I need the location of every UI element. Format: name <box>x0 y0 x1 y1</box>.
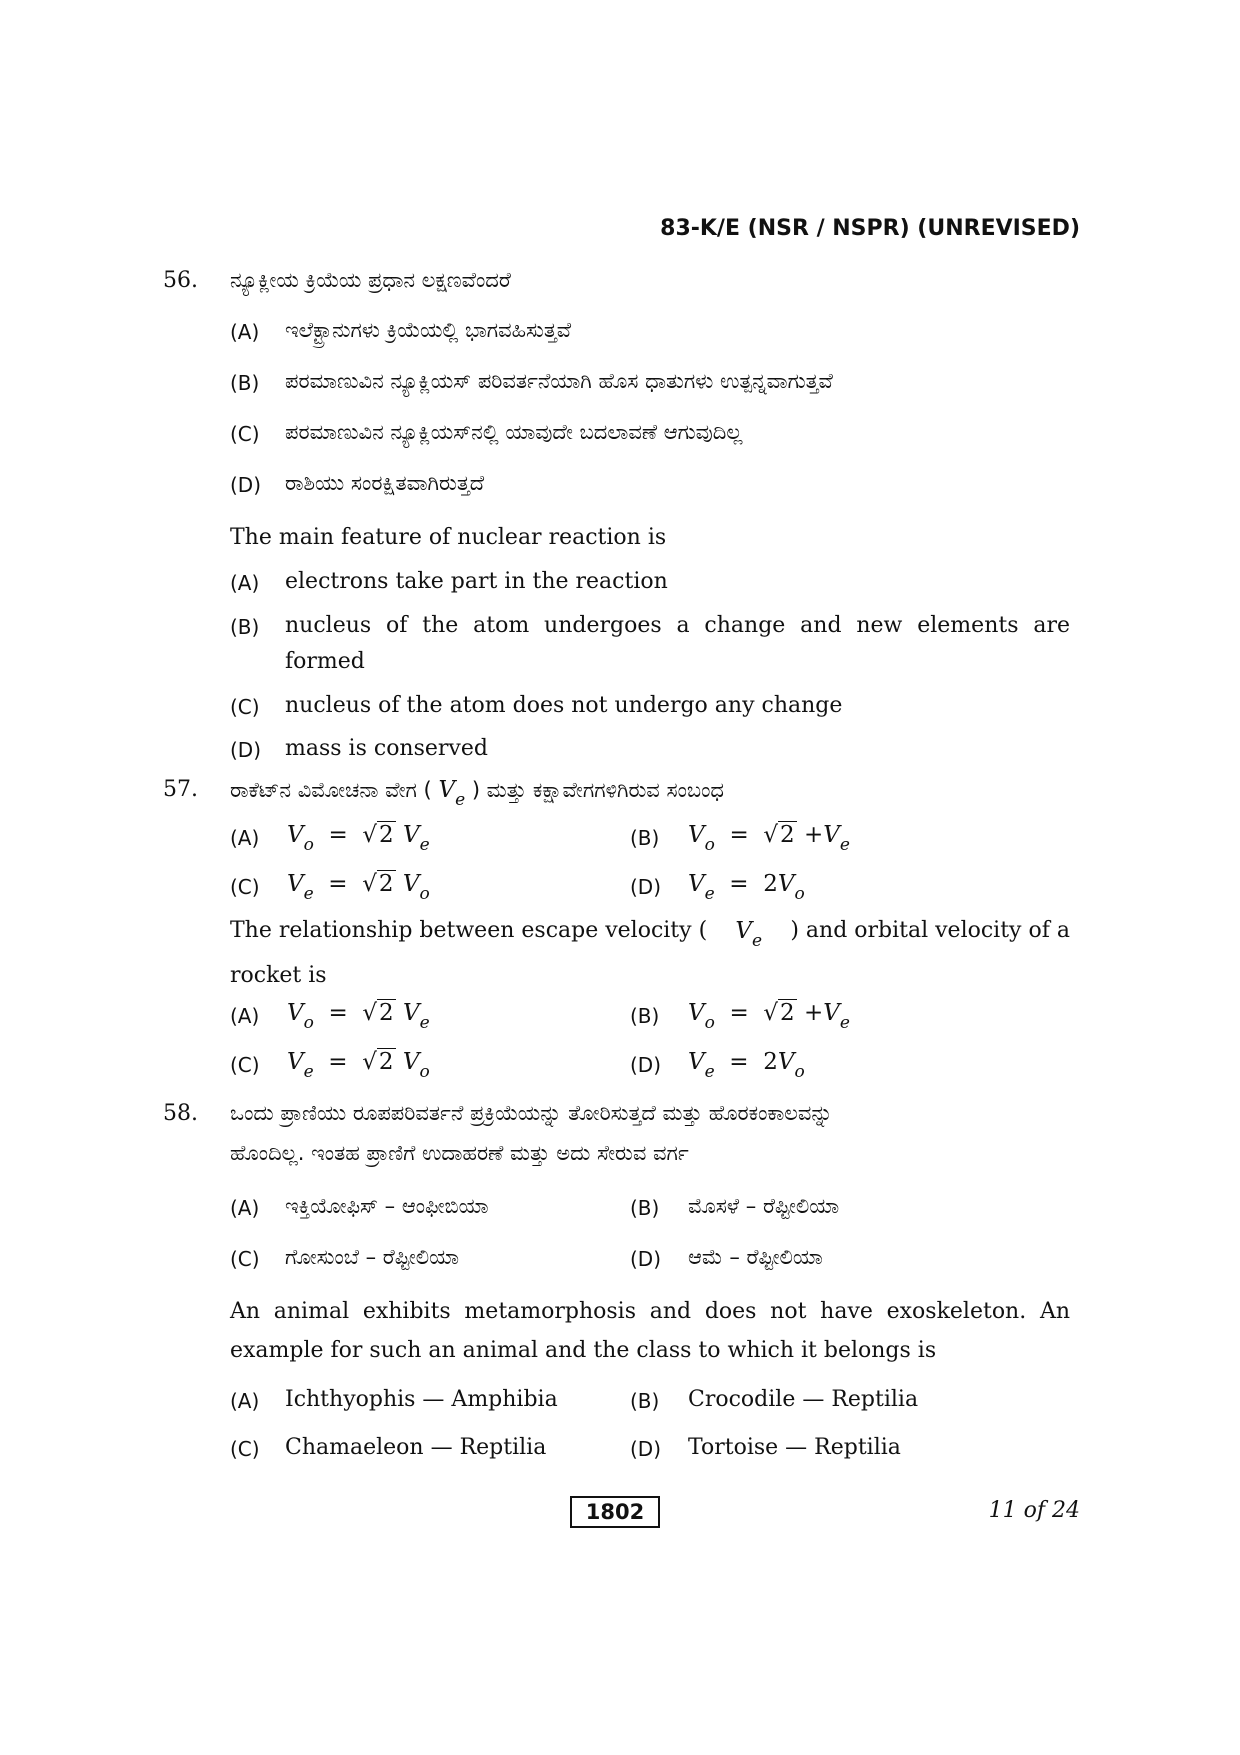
q56-en-option-c-label: (C) <box>230 695 260 719</box>
q58-en-option-b: Crocodile — Reptilia <box>688 1387 919 1412</box>
q57-en-option-b-formula: $V_o = √2 +V_e$ <box>688 1000 850 1033</box>
page-current: 11 <box>988 1498 1017 1523</box>
q57-kn-stem-post: ) ಮತ್ತು ಕಕ್ಷಾವೇಗಗಳಿಗಿರುವ ಸಂಬಂಧ <box>471 778 724 802</box>
escape-velocity-symbol: $V_e$ <box>438 777 466 810</box>
q57-kn-option-c-label: (C) <box>230 875 260 899</box>
q58-en-option-c-label: (C) <box>230 1437 260 1461</box>
q57-en-option-c-label: (C) <box>230 1053 260 1077</box>
q56-kn-option-c-label: (C) <box>230 422 260 446</box>
q56-kn-option-a: ಇಲೆಕ್ಟ್ರಾನುಗಳು ಕ್ರಿಯೆಯಲ್ಲಿ ಭಾಗವಹಿಸುತ್ತವೆ <box>285 318 572 342</box>
q57-kn-option-d-formula: $V_e = 2V_o$ <box>688 871 805 904</box>
q57-en-option-a-label: (A) <box>230 1004 260 1028</box>
q57-en-option-b-label: (B) <box>630 1004 660 1028</box>
q58-en-option-c: Chamaeleon — Reptilia <box>285 1435 547 1460</box>
q56-kn-option-d-label: (D) <box>230 473 262 497</box>
q58-kn-option-c-label: (C) <box>230 1247 260 1271</box>
q56-kn-option-a-label: (A) <box>230 320 260 344</box>
q58-kn-option-a: ಇಕ್ತಿಯೋಫಿಸ್ – ಆಂಫೀಬಿಯಾ <box>285 1194 489 1218</box>
q58-kannada-stem-line2: ಹೊಂದಿಲ್ಲ. ಇಂತಹ ಪ್ರಾಣಿಗೆ ಉದಾಹರಣೆ ಮತ್ತು ಅದು ಸೇರುವ ವರ್ಗ <box>230 1141 689 1165</box>
page-total: 24 <box>1052 1498 1080 1523</box>
q58-en-option-b-label: (B) <box>630 1389 660 1413</box>
q56-kn-option-b-label: (B) <box>230 371 260 395</box>
q57-kn-option-a-formula: $V_o = √2$ $V_e$ <box>287 822 430 855</box>
q56-en-option-c: nucleus of the atom does not undergo any change <box>285 693 843 718</box>
question-number-57: 57. <box>163 777 198 802</box>
q56-english-stem: The main feature of nuclear reaction is <box>230 525 667 550</box>
q57-en-option-c-formula: $V_e = √2$ $V_o$ <box>287 1049 430 1082</box>
paper-code-header: 83-K/E (NSR / NSPR) (UNREVISED) <box>660 216 1080 241</box>
q57-english-stem <box>230 918 1070 951</box>
q58-english-stem-line1: An animal exhibits metamorphosis and does not have exoskeleton. An <box>230 1299 1070 1324</box>
q57-en-stem-pre: The relationship between escape velocity ( <box>230 918 708 943</box>
q57-en-option-a-formula: $V_o = √2$ $V_e$ <box>287 1000 430 1033</box>
q58-kn-option-a-label: (A) <box>230 1196 260 1220</box>
q56-en-option-a: electrons take part in the reaction <box>285 569 668 594</box>
q58-kn-option-d-label: (D) <box>630 1247 662 1271</box>
q56-en-option-b-label: (B) <box>230 615 260 639</box>
q58-english-stem-line2: example for such an animal and the class to which it belongs is <box>230 1338 937 1363</box>
q56-kn-option-b: ಪರಮಾಣುವಿನ ನ್ಯೂಕ್ಲಿಯಸ್ ಪರಿವರ್ತನೆಯಾಗಿ ಹೊಸ ಧಾತುಗಳು ಉತ್ಪನ್ನವಾಗುತ್ತವೆ <box>285 369 833 393</box>
q56-en-option-a-label: (A) <box>230 571 260 595</box>
q58-kn-option-c: ಗೋಸುಂಬೆ – ರೆಪ್ಟೀಲಿಯಾ <box>285 1245 460 1269</box>
booklet-code-box: 1802 <box>570 1496 660 1528</box>
q58-en-option-a: Ichthyophis — Amphibia <box>285 1387 558 1412</box>
q58-kn-option-d: ಆಮೆ – ರೆಪ್ಟೀಲಿಯಾ <box>688 1245 823 1269</box>
page-of-word: of <box>1023 1498 1045 1523</box>
q57-kn-stem-pre: ರಾಕೆಟ್‌ನ ವಿಮೋಚನಾ ವೇಗ ( <box>230 778 432 802</box>
q56-en-option-b: nucleus of the atom undergoes a change and new elements are <box>285 613 1070 638</box>
q58-kannada-stem-line1: ಒಂದು ಪ್ರಾಣಿಯು ರೂಪಪರಿವರ್ತನೆ ಪ್ರಕ್ರಿಯೆಯನ್ನು ತೋರಿಸುತ್ತದೆ ಮತ್ತು ಹೊರಕಂಕಾಲವನ್ನು <box>230 1101 833 1125</box>
q57-en-option-d-label: (D) <box>630 1053 662 1077</box>
question-number-58: 58. <box>163 1101 198 1126</box>
q56-en-option-b-line2: formed <box>285 649 365 674</box>
q56-kn-option-d: ರಾಶಿಯು ಸಂರಕ್ಷಿತವಾಗಿರುತ್ತದೆ <box>285 471 485 495</box>
q57-english-stem-line2: rocket is <box>230 963 327 988</box>
q56-kn-option-c: ಪರಮಾಣುವಿನ ನ್ಯೂಕ್ಲಿಯಸ್‌ನಲ್ಲಿ ಯಾವುದೇ ಬದಲಾವಣೆ ಆಗುವುದಿಲ್ಲ <box>285 420 743 444</box>
q58-en-option-a-label: (A) <box>230 1389 260 1413</box>
q58-kn-option-b: ಮೊಸಳೆ – ರೆಪ್ಟೀಲಿಯಾ <box>688 1194 840 1218</box>
q57-kn-option-b-label: (B) <box>630 826 660 850</box>
escape-velocity-symbol-en: $V_e$ <box>735 918 763 951</box>
q57-kn-option-d-label: (D) <box>630 875 662 899</box>
q57-kn-option-b-formula: $V_o = √2 +V_e$ <box>688 822 850 855</box>
q57-kn-option-a-label: (A) <box>230 826 260 850</box>
q56-en-option-d-label: (D) <box>230 738 262 762</box>
q58-kn-option-b-label: (B) <box>630 1196 660 1220</box>
question-number-56: 56. <box>163 268 198 293</box>
q57-kannada-stem <box>230 777 724 810</box>
q58-en-option-d: Tortoise — Reptilia <box>688 1435 901 1460</box>
q58-en-option-d-label: (D) <box>630 1437 662 1461</box>
q57-kn-option-c-formula: $V_e = √2$ $V_o$ <box>287 871 430 904</box>
q56-en-option-d: mass is conserved <box>285 736 488 761</box>
q57-en-stem-post: ) and orbital velocity of a <box>790 918 1070 943</box>
q57-en-option-d-formula: $V_e = 2V_o$ <box>688 1049 805 1082</box>
q56-kannada-stem: ನ್ಯೂಕ್ಲೀಯ ಕ್ರಿಯೆಯ ಪ್ರಧಾನ ಲಕ್ಷಣವೆಂದರೆ <box>230 268 511 292</box>
page-number <box>900 1498 1080 1523</box>
